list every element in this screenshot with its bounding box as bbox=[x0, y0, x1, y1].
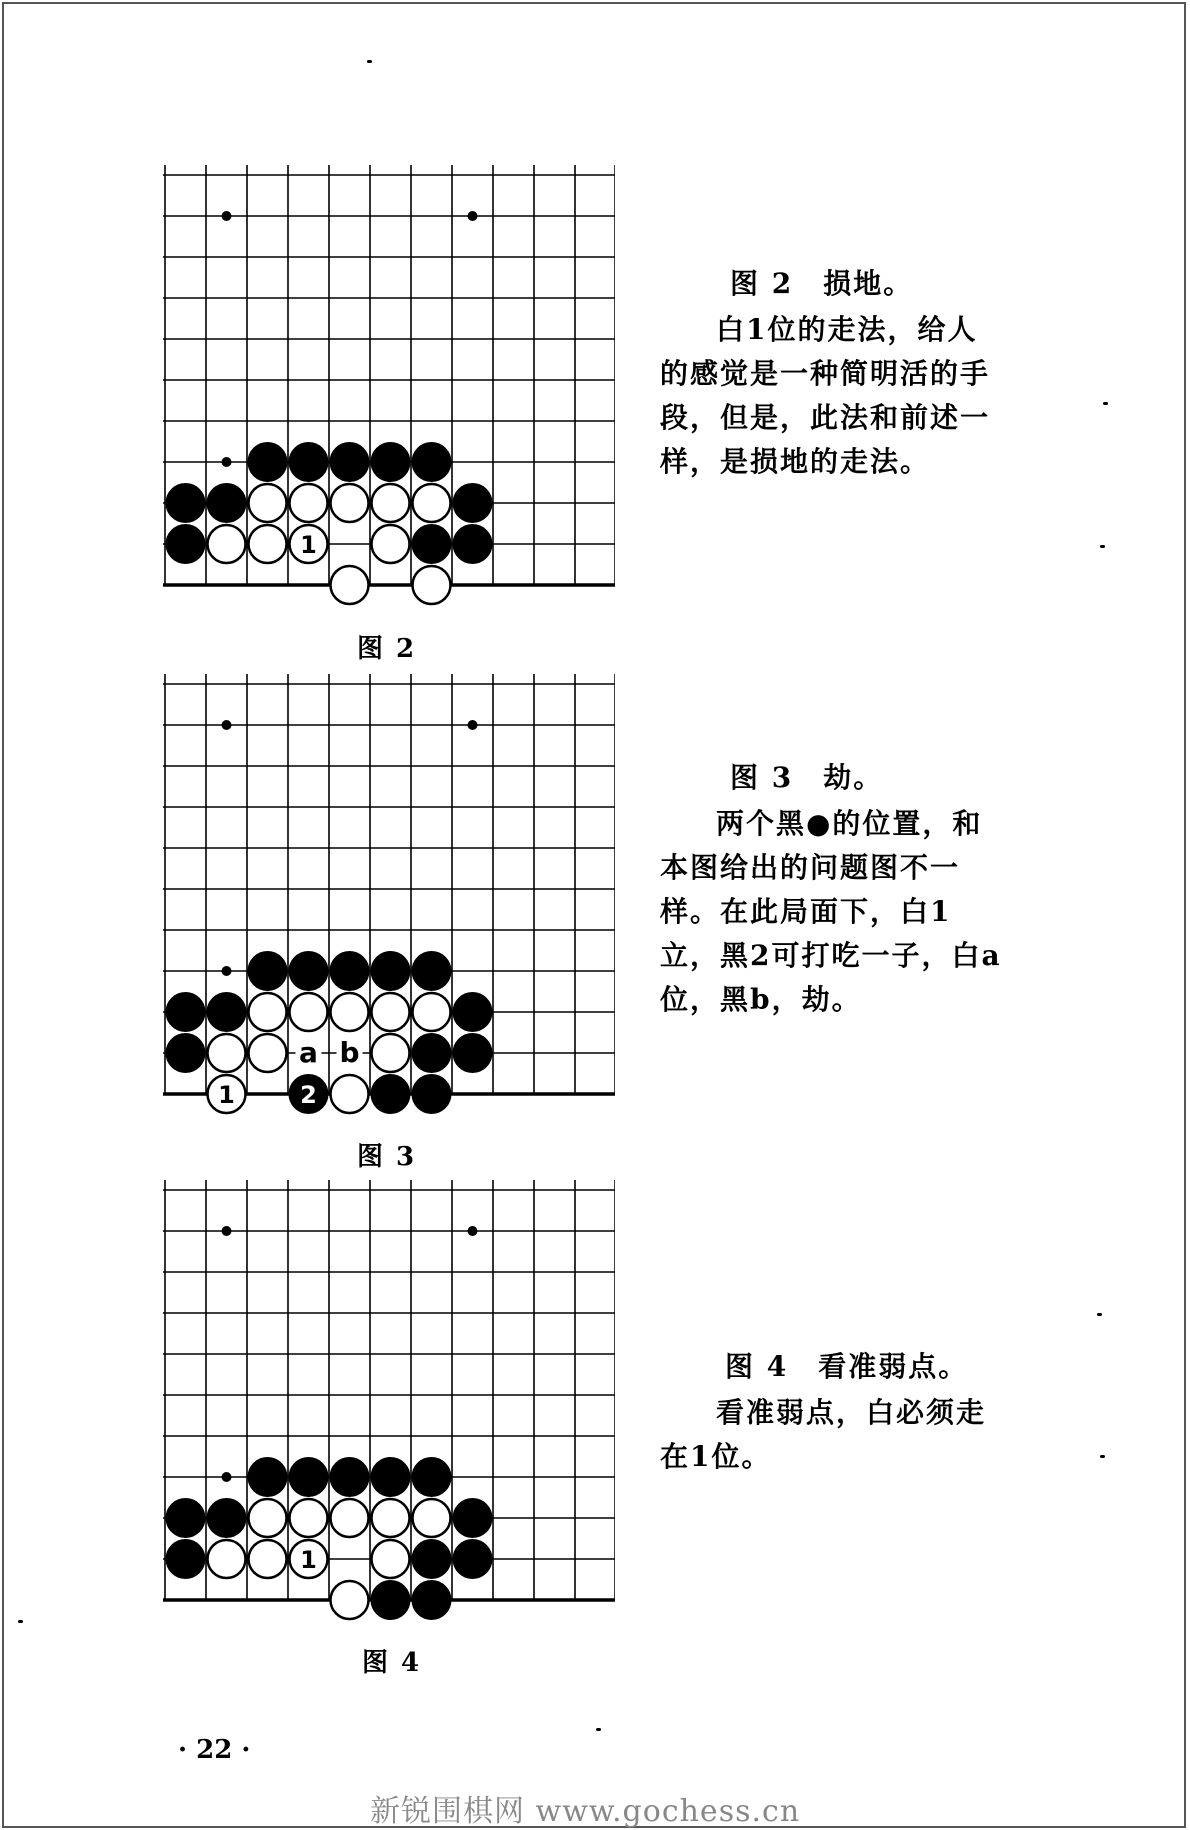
page-number: · 22 · bbox=[178, 1735, 251, 1765]
white-stone bbox=[208, 1034, 246, 1072]
star-point bbox=[468, 720, 478, 730]
black-stone bbox=[290, 443, 328, 481]
white-stone bbox=[249, 1499, 287, 1537]
black-stone bbox=[167, 525, 205, 563]
black-stone bbox=[372, 952, 410, 990]
black-stone bbox=[372, 1581, 410, 1619]
white-stone bbox=[208, 1540, 246, 1578]
white-stone bbox=[413, 484, 451, 522]
white-stone bbox=[372, 1034, 410, 1072]
black-stone bbox=[413, 1581, 451, 1619]
black-stone bbox=[413, 443, 451, 481]
star-point bbox=[222, 1226, 232, 1236]
scan-speck bbox=[1097, 1313, 1102, 1316]
black-stone bbox=[331, 952, 369, 990]
black-stone bbox=[454, 484, 492, 522]
black-stone bbox=[290, 952, 328, 990]
black-stone bbox=[249, 952, 287, 990]
white-stone bbox=[249, 1034, 287, 1072]
figure-4-text: 看准弱点，白必须走在1位。 bbox=[660, 1396, 987, 1473]
black-stone bbox=[413, 1034, 451, 1072]
white-stone bbox=[249, 1540, 287, 1578]
star-point bbox=[222, 720, 232, 730]
white-stone bbox=[413, 1499, 451, 1537]
black-stone bbox=[167, 993, 205, 1031]
white-stone bbox=[413, 566, 451, 604]
white-stone bbox=[290, 993, 328, 1031]
star-point bbox=[222, 966, 232, 976]
white-stone bbox=[372, 1499, 410, 1537]
black-stone bbox=[331, 1458, 369, 1496]
scan-speck bbox=[1100, 545, 1105, 548]
black-stone bbox=[413, 1458, 451, 1496]
white-stone bbox=[331, 484, 369, 522]
black-stone bbox=[167, 1499, 205, 1537]
black-stone bbox=[167, 1540, 205, 1578]
white-stone bbox=[290, 484, 328, 522]
black-stone bbox=[290, 1458, 328, 1496]
black-stone bbox=[454, 1034, 492, 1072]
black-stone bbox=[372, 1458, 410, 1496]
move-label: 2 bbox=[300, 1081, 317, 1109]
white-stone bbox=[413, 993, 451, 1031]
figure-4-caption: 图 4 bbox=[362, 1648, 422, 1678]
figure-2-caption: 图 2 bbox=[357, 634, 417, 664]
white-stone bbox=[331, 1075, 369, 1113]
white-stone bbox=[372, 484, 410, 522]
white-stone bbox=[372, 525, 410, 563]
figure-4-title: 图 4 看准弱点。 bbox=[725, 1350, 969, 1383]
go-board-fig4 bbox=[155, 1180, 615, 1635]
black-stone bbox=[454, 1540, 492, 1578]
figure-2-description bbox=[660, 262, 1005, 484]
figure-3-caption: 图 3 bbox=[357, 1142, 417, 1172]
black-stone bbox=[208, 993, 246, 1031]
figure-2-text: 白1位的走法，给人的感觉是一种简明活的手段，但是，此法和前述一样，是损地的走法。 bbox=[660, 313, 991, 478]
white-stone bbox=[331, 1581, 369, 1619]
black-stone bbox=[208, 484, 246, 522]
white-stone bbox=[208, 525, 246, 563]
go-board-fig2 bbox=[155, 165, 615, 620]
star-point bbox=[468, 211, 478, 221]
move-label: b bbox=[339, 1036, 360, 1069]
white-stone bbox=[331, 1499, 369, 1537]
scan-speck bbox=[1100, 1455, 1105, 1458]
figure-4-description bbox=[660, 1345, 1005, 1479]
figure-3-text: 两个黑●的位置，和本图给出的问题图不一样。在此局面下，白1立，黑2可打吃一子，白a位，黑b，劫。 bbox=[660, 807, 1002, 1016]
black-stone bbox=[454, 993, 492, 1031]
white-stone bbox=[290, 1499, 328, 1537]
white-stone bbox=[331, 993, 369, 1031]
star-point bbox=[222, 211, 232, 221]
black-stone bbox=[331, 443, 369, 481]
white-stone bbox=[249, 525, 287, 563]
scan-speck bbox=[18, 1620, 23, 1623]
figure-3-description bbox=[660, 756, 1005, 1022]
black-stone bbox=[413, 1540, 451, 1578]
black-stone bbox=[372, 443, 410, 481]
move-label: a bbox=[299, 1036, 318, 1069]
black-stone bbox=[454, 525, 492, 563]
white-stone bbox=[249, 993, 287, 1031]
black-stone bbox=[249, 443, 287, 481]
black-stone bbox=[413, 952, 451, 990]
star-point bbox=[222, 1472, 232, 1482]
white-stone bbox=[372, 1540, 410, 1578]
black-stone bbox=[372, 1075, 410, 1113]
black-stone bbox=[167, 1034, 205, 1072]
white-stone bbox=[372, 993, 410, 1031]
move-label: 1 bbox=[300, 531, 317, 559]
move-label: 1 bbox=[300, 1546, 317, 1574]
star-point bbox=[222, 457, 232, 467]
black-stone bbox=[208, 1499, 246, 1537]
figure-2-title: 图 2 损地。 bbox=[730, 267, 914, 300]
figure-3-title: 图 3 劫。 bbox=[730, 761, 884, 794]
go-board-fig3 bbox=[155, 674, 615, 1129]
scan-speck bbox=[367, 60, 372, 63]
white-stone bbox=[331, 566, 369, 604]
move-label: 1 bbox=[218, 1081, 235, 1109]
black-stone bbox=[454, 1499, 492, 1537]
scan-speck bbox=[596, 1728, 601, 1731]
black-stone bbox=[167, 484, 205, 522]
watermark: 新锐围棋网 www.gochess.cn bbox=[370, 1794, 801, 1829]
scan-speck bbox=[1103, 402, 1108, 405]
star-point bbox=[468, 1226, 478, 1236]
black-stone bbox=[413, 1075, 451, 1113]
black-stone bbox=[413, 525, 451, 563]
black-stone bbox=[249, 1458, 287, 1496]
white-stone bbox=[249, 484, 287, 522]
